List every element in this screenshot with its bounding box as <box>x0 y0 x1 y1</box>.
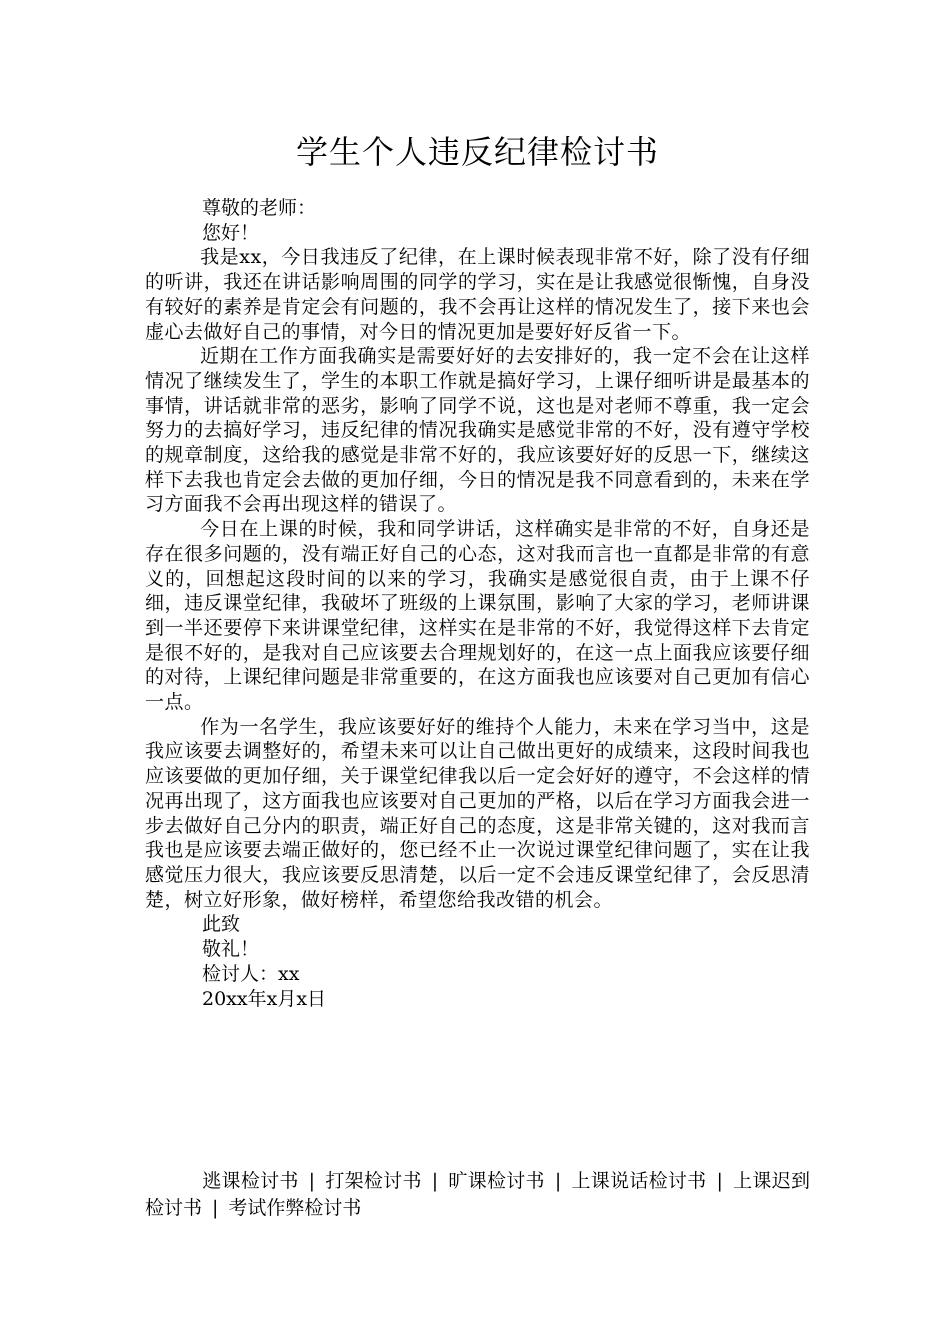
document-title: 学生个人违反纪律检讨书 <box>295 133 659 171</box>
paragraph-1: 我是xx，今日我违反了纪律，在上课时候表现非常不好，除了没有仔细的听讲，我还在讲话影响周围的同学的学习，实在是让我感觉很惭愧，自身没有较好的素养是肯定会有问题的，我不会再让这样的情况发生了，接下来也会虚心去做好自己的事情，对今日的情况更加是要好好反省一下。 <box>145 246 810 343</box>
link-separator: | <box>431 1170 439 1192</box>
link-separator: | <box>308 1170 316 1192</box>
link-late-to-class[interactable]: 上课迟到检讨书 <box>145 1170 810 1219</box>
link-skip-class[interactable]: 逃课检讨书 <box>202 1170 299 1192</box>
link-exam-cheating[interactable]: 考试作弊检讨书 <box>228 1197 362 1219</box>
paragraph-2: 近期在工作方面我确实是需要好好的去安排好的，我一定不会在让这样情况了继续发生了，学生的本职工作就是搞好学习，上课仔细听讲是最基本的事情，讲话就非常的恶劣，影响了同学不说，这也是对老师不尊重，我一定会努力的去搞好学习，违反纪律的情况我确实是感觉非常的不好，没有遵守学校的规章制度，这给我的感觉是非常不好的，我应该要好好的反思一下，继续这样下去我也肯定会去做的更加仔细，今日的情况是我不同意看到的，未来在学习方面我不会再出现这样的错误了。 <box>145 345 810 516</box>
closing-line: 此致 <box>202 913 241 936</box>
related-links <box>145 1168 810 1222</box>
signer-line: 检讨人：xx <box>202 962 300 985</box>
link-truancy[interactable]: 旷课检讨书 <box>448 1170 545 1192</box>
document-body <box>145 128 810 1011</box>
link-separator: | <box>716 1170 723 1192</box>
link-separator: | <box>212 1197 219 1219</box>
paragraph-4: 作为一名学生，我应该要好好的维持个人能力，未来在学习当中，这是我应该要去调整好的，希望未来可以让自己做出更好的成绩来，这段时间我也应该要做的更加仔细，关于课堂纪律我以后一定会好好的遵守，不会这样的情况再出现了，这方面我也应该要对自己更加的严格，以后在学习方面我会进一步去做好自己分内的职责，端正好自己的态度，这是非常关键的，这对我而言我也是应该要去端正做好的，您已经不止一次说过课堂纪律问题了，实在让我感觉压力很大，我应该要反思清楚，以后一定不会违反课堂纪律了，会反思清楚，树立好形象，做好榜样，希望您给我改错的机会。 <box>145 715 810 911</box>
link-talking-in-class[interactable]: 上课说话检讨书 <box>571 1170 707 1192</box>
regards-line: 敬礼！ <box>202 938 260 961</box>
link-fighting[interactable]: 打架检讨书 <box>325 1170 422 1192</box>
paragraph-3: 今日在上课的时候，我和同学讲话，这样确实是非常的不好，自身还是存在很多问题的，没有端正好自己的心态，这对我而言也一直都是非常的有意义的，回想起这段时间的以来的学习，我确实是感觉很自责，由于上课不仔细，违反课堂纪律，我破坏了班级的上课氛围，影响了大家的学习，老师讲课到一半还要停下来讲课堂纪律，这样实在是非常的不好，我觉得这样下去肯定是很不好的，是我对自己应该要去合理规划好的，在这一点上面我应该要仔细的对待，上课纪律问题是非常重要的，在这方面我也应该要对自己更加有信心一点。 <box>145 518 810 714</box>
date-line: 20xx年x月x日 <box>202 987 327 1010</box>
link-separator: | <box>554 1170 562 1192</box>
salutation: 尊敬的老师： <box>202 197 317 219</box>
greeting: 您好！ <box>202 221 260 244</box>
